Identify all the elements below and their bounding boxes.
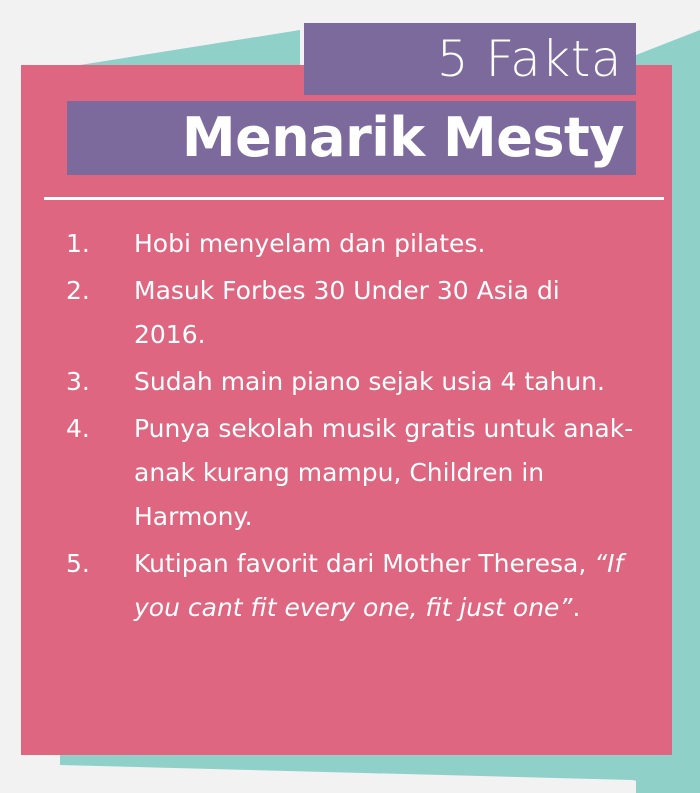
- fact-item-2: [0, 269, 700, 357]
- fact-text: Punya sekolah musik gratis untuk anak-anak kurang mampu, Children in Harmony.: [134, 414, 634, 531]
- fact-number: 3.: [66, 367, 90, 396]
- fact-item-3: [0, 360, 700, 404]
- fact-text: Hobi menyelam dan pilates.: [134, 229, 486, 258]
- fact-text-intro: Kutipan favorit dari Mother Theresa,: [134, 549, 595, 578]
- fact-text: [134, 542, 639, 630]
- fact-item-5: [0, 542, 700, 630]
- fact-number: 2.: [66, 276, 90, 305]
- fact-text: Sudah main piano sejak usia 4 tahun.: [134, 367, 605, 396]
- fact-item-4: [0, 407, 700, 539]
- teal-top-shape: [80, 30, 300, 65]
- fact-number: 1.: [66, 229, 90, 258]
- fact-item-1: [0, 222, 700, 266]
- fact-quote: “If you cant fit every one, fit just one”: [134, 549, 624, 622]
- fact-text: Masuk Forbes 30 Under 30 Asia di 2016.: [134, 276, 560, 349]
- facts-list: [0, 222, 700, 633]
- title-line-2: Menarik Mesty: [67, 101, 636, 175]
- title-line-1: 5 Fakta: [304, 23, 636, 95]
- teal-bottom-shape: [60, 755, 700, 793]
- fact-text-end: .: [572, 593, 581, 622]
- fact-number: 4.: [66, 414, 90, 443]
- title-divider: [44, 197, 664, 200]
- fact-number: 5.: [66, 549, 90, 578]
